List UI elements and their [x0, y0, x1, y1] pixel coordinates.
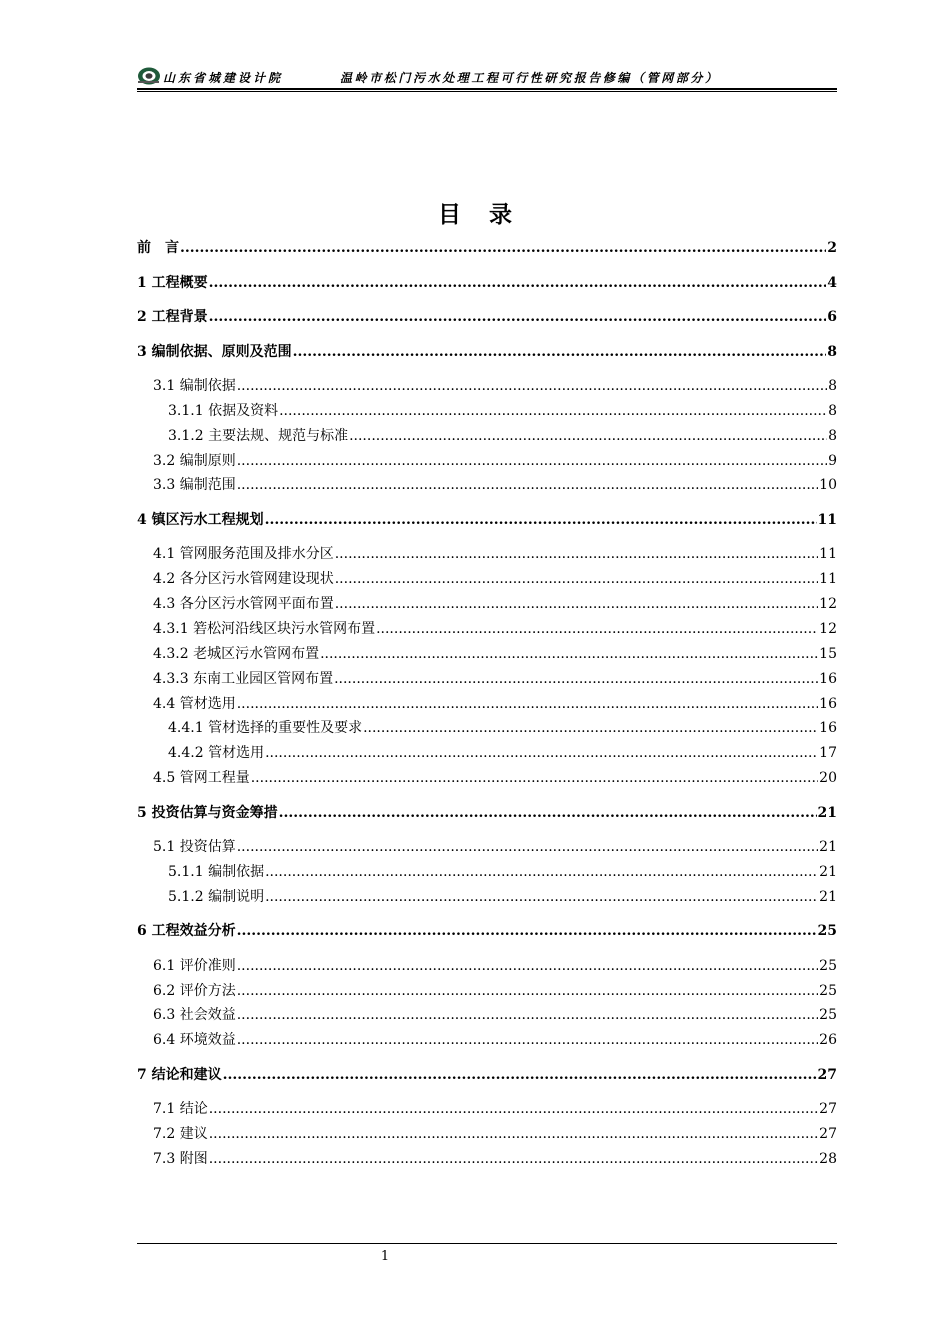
toc-entry-label: 7.1 结论	[153, 1101, 208, 1118]
toc-entry[interactable]	[168, 425, 837, 445]
toc-leader-dots	[180, 240, 826, 256]
toc-entry[interactable]	[137, 237, 837, 257]
toc-entry-label: 4.5 管网工程量	[153, 770, 250, 787]
toc-entry-label: 6.3 社会效益	[153, 1007, 236, 1024]
toc-entry-page: 2	[827, 240, 837, 256]
toc-entry-page: 6	[827, 309, 837, 325]
toc-entry[interactable]	[153, 693, 837, 713]
toc-entry-label: 4.4.2 管材选用	[168, 745, 265, 762]
toc-leader-dots	[320, 646, 818, 662]
toc-entry-page: 28	[819, 1151, 837, 1167]
toc-entry-label: 1 工程概要	[137, 274, 208, 291]
toc-leader-dots	[237, 958, 818, 974]
toc-entry[interactable]	[137, 306, 837, 326]
toc-leader-dots	[209, 1126, 818, 1142]
toc-entry-page: 21	[817, 804, 837, 821]
toc-entry-page: 11	[819, 571, 837, 588]
toc-entry-label: 4.4.1 管材选择的重要性及要求	[168, 720, 363, 737]
toc-entry-label: 7.2 建议	[153, 1126, 208, 1143]
toc-entry[interactable]	[137, 802, 837, 822]
toc-leader-dots	[265, 889, 818, 905]
toc-entry-label: 4 镇区污水工程规划	[137, 511, 264, 528]
toc-leader-dots	[209, 1101, 818, 1117]
toc-entry-label: 3.1 编制依据	[153, 378, 236, 394]
toc-entry[interactable]	[137, 509, 837, 529]
toc-entry-label: 6.1 评价准则	[153, 957, 236, 974]
toc-leader-dots	[265, 864, 818, 880]
toc-entry-page: 25	[819, 957, 837, 974]
toc-entry[interactable]	[153, 543, 837, 563]
toc-leader-dots	[251, 770, 818, 786]
toc-entry[interactable]	[137, 1064, 837, 1084]
toc-entry-page: 10	[819, 477, 837, 494]
toc-entry-page: 9	[828, 452, 837, 469]
toc-leader-dots	[279, 805, 817, 821]
page-number: 1	[380, 1249, 390, 1264]
toc-entry[interactable]	[153, 668, 837, 688]
toc-entry[interactable]	[153, 767, 837, 787]
toc-leader-dots	[279, 403, 827, 419]
toc-entry-page: 27	[819, 1126, 837, 1143]
toc-entry-label: 5.1.1 编制依据	[168, 863, 265, 880]
toc-entry-page: 8	[828, 402, 837, 419]
toc-entry[interactable]	[168, 717, 837, 737]
toc-entry-label: 前 言	[137, 240, 179, 256]
toc-entry-page: 21	[819, 839, 837, 856]
toc-entry[interactable]	[153, 1148, 837, 1168]
toc-entry[interactable]	[153, 1029, 837, 1049]
toc-entry[interactable]	[168, 886, 837, 906]
toc-entry[interactable]	[168, 742, 837, 762]
toc-entry-label: 4.3 各分区污水管网平面布置	[153, 596, 334, 613]
organization-name: 山东省城建设计院	[163, 71, 284, 85]
toc-entry-label: 2 工程背景	[137, 309, 208, 325]
toc-entry-label: 4.2 各分区污水管网建设现状	[153, 571, 334, 588]
toc-leader-dots	[265, 512, 817, 528]
institute-logo-icon	[137, 66, 165, 86]
toc-leader-dots	[237, 378, 827, 394]
toc-entry-label: 6 工程效益分析	[137, 923, 236, 940]
toc-entry-label: 5.1 投资估算	[153, 839, 236, 856]
toc-entry-page: 8	[828, 378, 837, 394]
toc-entry-page: 17	[819, 745, 837, 762]
toc-entry[interactable]	[153, 618, 837, 638]
toc-entry[interactable]	[153, 450, 837, 470]
toc-entry-page: 11	[819, 546, 837, 563]
toc-entry-page: 27	[817, 1066, 837, 1083]
toc-entry-page: 25	[817, 923, 837, 940]
toc-leader-dots	[237, 696, 818, 712]
toc-entry[interactable]	[153, 1123, 837, 1143]
toc-entry-label: 4.3.3 东南工业园区管网布置	[153, 670, 334, 687]
toc-entry-label: 6.4 环境效益	[153, 1032, 236, 1049]
toc-entry[interactable]	[137, 272, 837, 292]
toc-entry[interactable]	[153, 1098, 837, 1118]
toc-entry[interactable]	[168, 861, 837, 881]
toc-leader-dots	[335, 596, 818, 612]
report-title: 温岭市松门污水处理工程可行性研究报告修编（管网部分）	[340, 71, 720, 85]
toc-entry-page: 8	[828, 427, 837, 444]
toc-leader-dots	[237, 453, 827, 469]
toc-heading: 目录	[438, 201, 540, 228]
toc-entry-page: 8	[827, 343, 837, 360]
toc-entry-label: 3.3 编制范围	[153, 477, 236, 494]
toc-entry-page: 12	[819, 620, 837, 637]
toc-entry-page: 20	[819, 770, 837, 787]
toc-entry-page: 26	[819, 1032, 837, 1049]
toc-entry[interactable]	[153, 375, 837, 395]
toc-entry-page: 25	[819, 982, 837, 999]
toc-entry[interactable]	[153, 836, 837, 856]
toc-entry-label: 7 结论和建议	[137, 1066, 222, 1083]
toc-entry[interactable]	[137, 920, 837, 940]
toc-entry-page: 21	[819, 863, 837, 880]
toc-entry-page: 16	[819, 720, 837, 737]
toc-leader-dots	[209, 275, 827, 291]
toc-entry[interactable]	[137, 341, 837, 361]
toc-leader-dots	[223, 1067, 817, 1083]
footer-divider	[137, 1243, 837, 1244]
toc-entry-page: 4	[827, 274, 837, 291]
toc-entry[interactable]	[168, 400, 837, 420]
toc-entry-page: 12	[819, 596, 837, 613]
toc-leader-dots	[237, 477, 818, 493]
toc-leader-dots	[363, 720, 818, 736]
toc-leader-dots	[293, 344, 827, 360]
toc-entry-page: 16	[819, 670, 837, 687]
toc-entry-page: 16	[819, 695, 837, 712]
page-header	[137, 66, 837, 90]
toc-entry-page: 11	[817, 511, 837, 528]
toc-leader-dots	[209, 309, 827, 325]
toc-entry-page: 27	[819, 1101, 837, 1118]
toc-leader-dots	[334, 671, 818, 687]
toc-leader-dots	[376, 621, 818, 637]
toc-entry[interactable]	[153, 474, 837, 494]
toc-entry-label: 4.1 管网服务范围及排水分区	[153, 546, 334, 563]
toc-entry[interactable]	[153, 1004, 837, 1024]
toc-leader-dots	[335, 546, 818, 562]
toc-entry[interactable]	[153, 568, 837, 588]
toc-entry-label: 5.1.2 编制说明	[168, 888, 265, 905]
toc-leader-dots	[237, 983, 818, 999]
header-divider	[137, 88, 837, 92]
toc-leader-dots	[349, 428, 827, 444]
toc-entry[interactable]	[153, 980, 837, 1000]
toc-leader-dots	[335, 571, 818, 587]
toc-leader-dots	[237, 1007, 818, 1023]
toc-entry-label: 3 编制依据、原则及范围	[137, 343, 292, 360]
toc-leader-dots	[237, 1032, 818, 1048]
toc-entry-page: 25	[819, 1007, 837, 1024]
toc-entry-page: 21	[819, 888, 837, 905]
toc-entry[interactable]	[153, 643, 837, 663]
toc-entry-label: 7.3 附图	[153, 1151, 208, 1167]
toc-leader-dots	[237, 839, 818, 855]
toc-leader-dots	[265, 745, 818, 761]
toc-entry[interactable]	[153, 955, 837, 975]
toc-entry-label: 6.2 评价方法	[153, 982, 236, 999]
toc-entry-label: 3.1.2 主要法规、规范与标准	[168, 427, 349, 444]
toc-entry-label: 3.2 编制原则	[153, 452, 236, 469]
toc-leader-dots	[209, 1151, 818, 1167]
toc-entry-label: 5 投资估算与资金筹措	[137, 804, 278, 821]
toc-leader-dots	[237, 923, 817, 939]
toc-entry-page: 15	[819, 645, 837, 662]
toc-entry-label: 3.1.1 依据及资料	[168, 402, 279, 419]
toc-entry-label: 4.3.1 箬松河沿线区块污水管网布置	[153, 620, 376, 637]
toc-entry[interactable]	[153, 593, 837, 613]
toc-entry-label: 4.4 管材选用	[153, 695, 236, 712]
toc-entry-label: 4.3.2 老城区污水管网布置	[153, 645, 320, 662]
